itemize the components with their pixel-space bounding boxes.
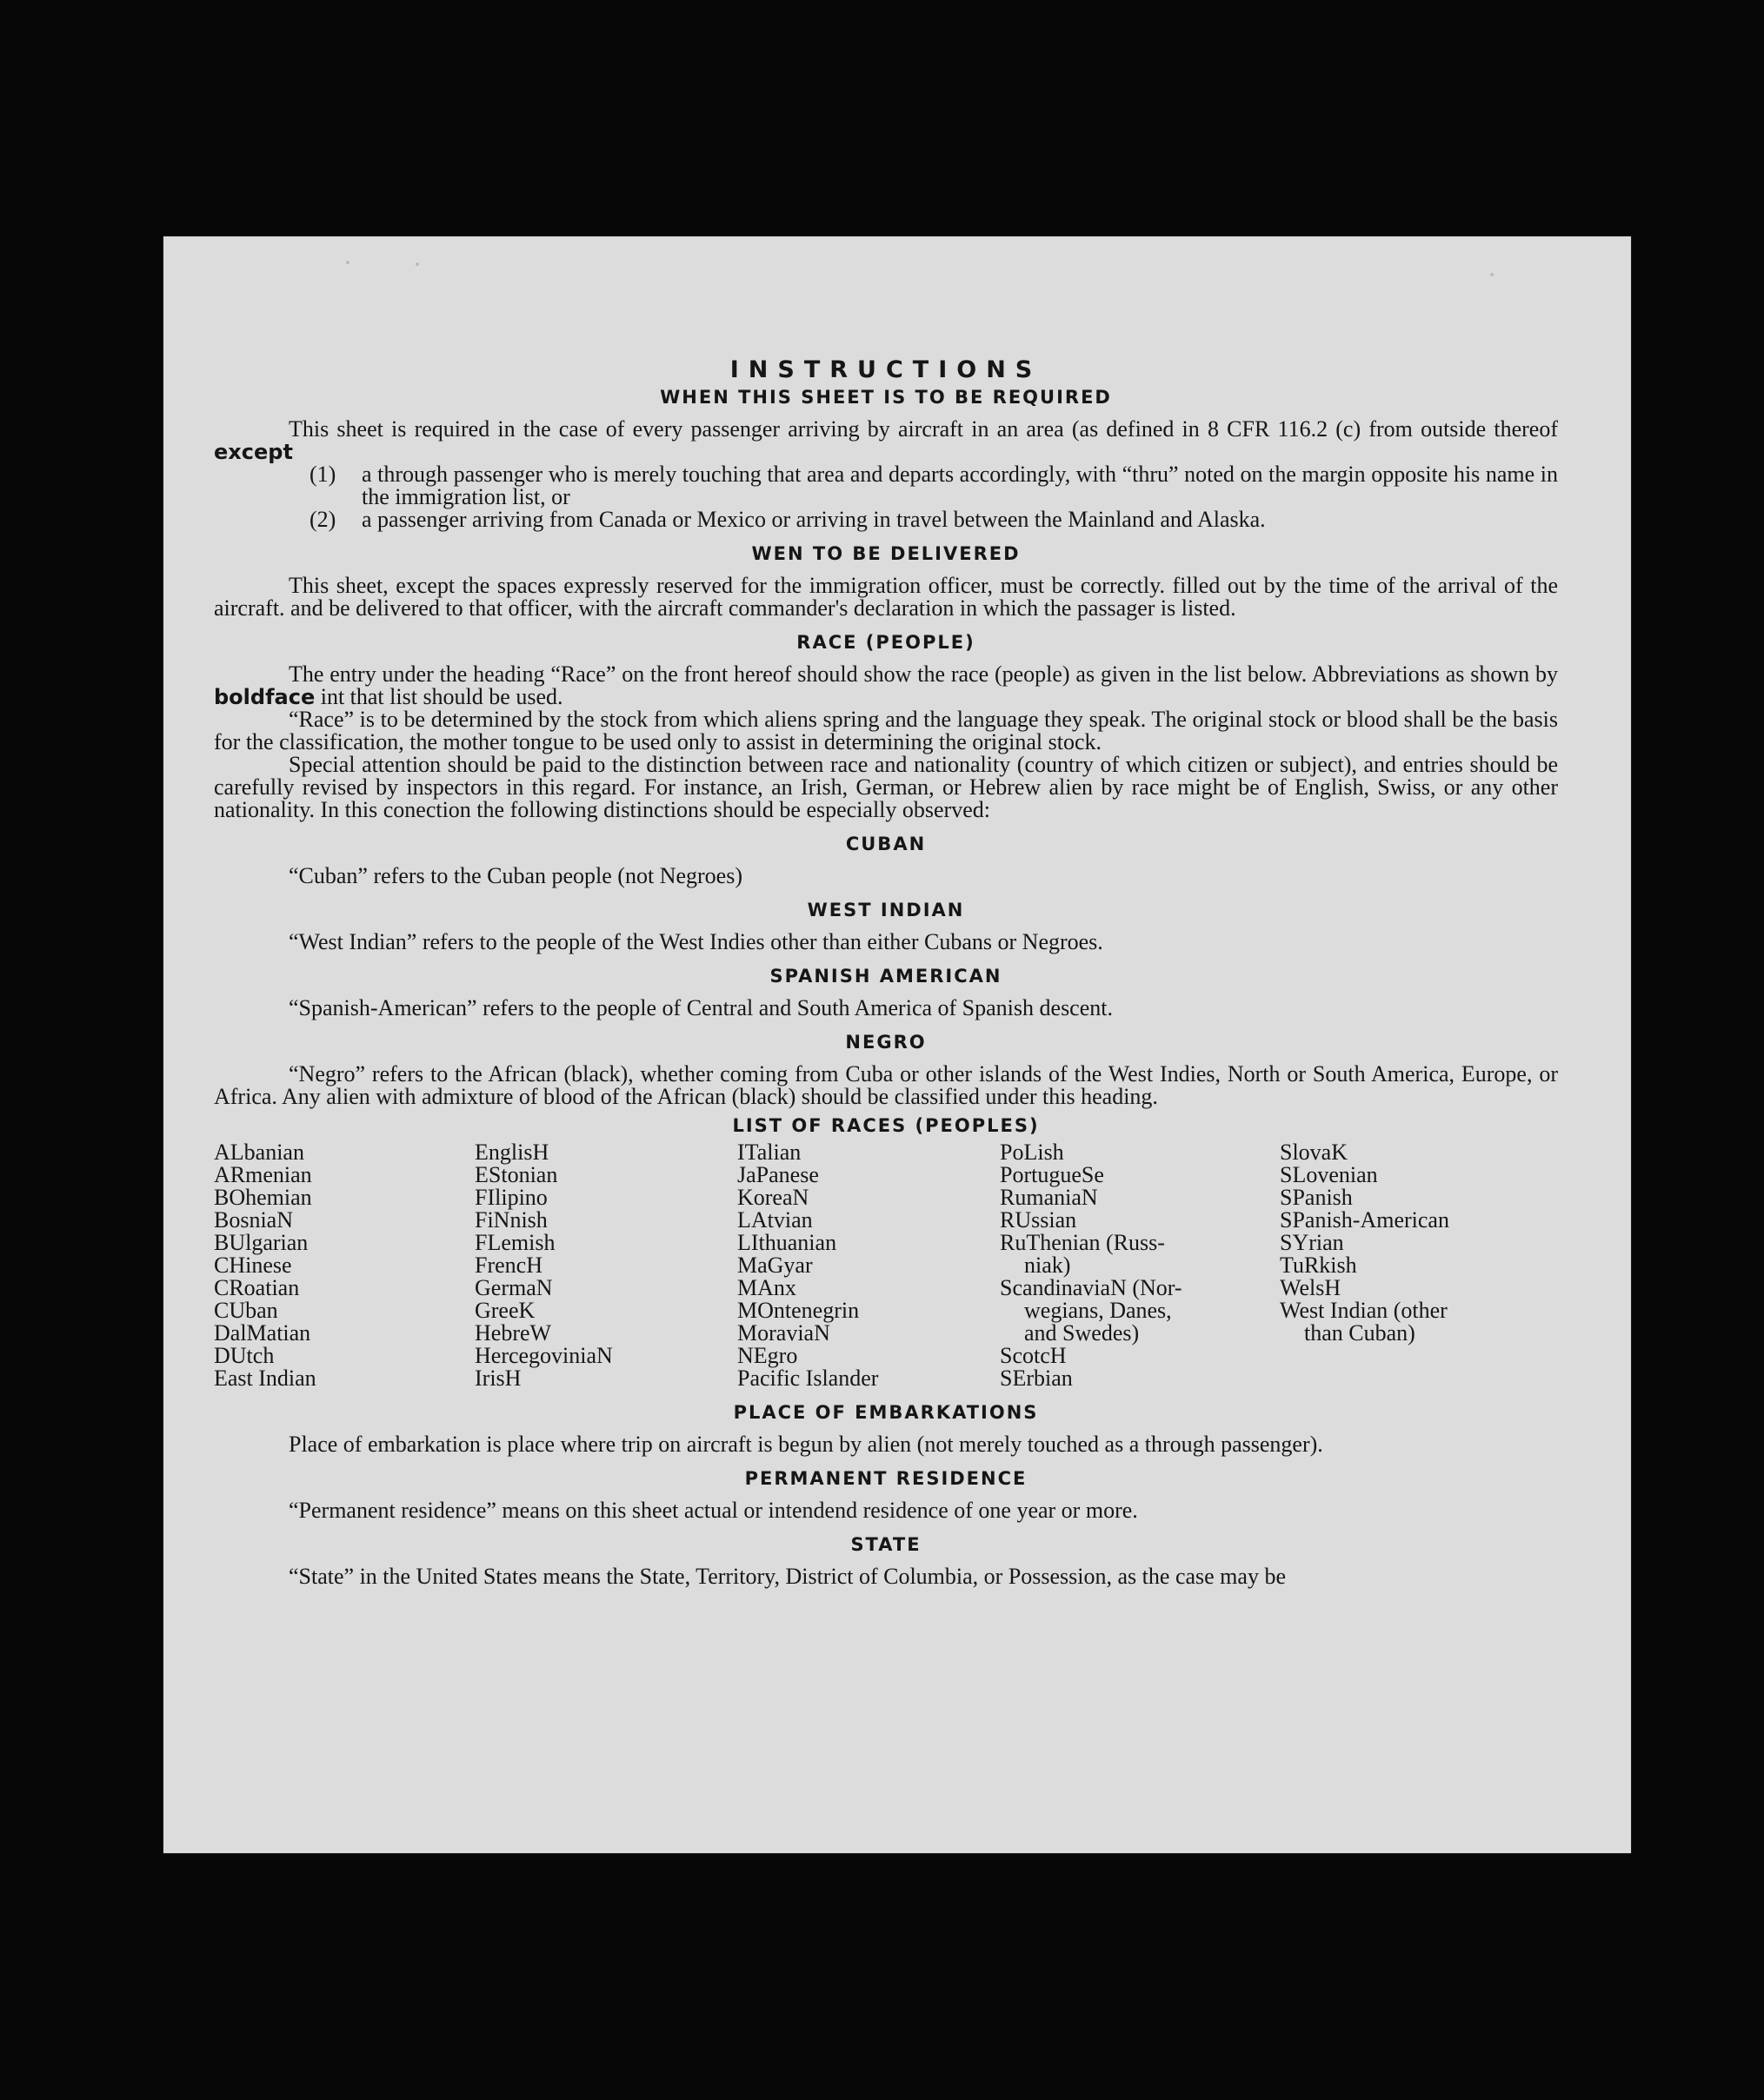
race-entry: Pacific Islander	[737, 1366, 879, 1391]
document-content	[214, 356, 1558, 1588]
race-entry: IrisH	[475, 1366, 522, 1391]
heading-race: RACE (PEOPLE)	[796, 632, 975, 653]
race-entry: RUssian	[1000, 1207, 1077, 1233]
race-entry: RumaniaN	[1000, 1185, 1098, 1210]
race-entry: JaPanese	[737, 1162, 819, 1187]
race-entry: MOntenegrin	[737, 1298, 860, 1323]
race-entry: GreeK	[475, 1298, 536, 1323]
race-entry: BOhemian	[214, 1185, 312, 1210]
race-entry: CUban	[214, 1298, 278, 1323]
list-item	[214, 463, 1558, 508]
race-entry-continuation: than Cuban)	[1304, 1320, 1415, 1346]
race-entry-continuation: and Swedes)	[1024, 1320, 1140, 1346]
document-sheet	[163, 236, 1631, 1853]
race-entry: MoraviaN	[737, 1320, 830, 1346]
race-entry: CHinese	[214, 1253, 292, 1278]
race-paragraph-2: “Race” is to be determined by the stock from which aliens spring and the language they speak. The original stock or blood shall be the basis for the classification, the mother tongue to be used only to assist in determining the original stock.	[214, 707, 1558, 754]
races-list	[214, 1141, 1558, 1390]
race-entry: WelsH	[1280, 1275, 1341, 1300]
races-column	[214, 1141, 475, 1390]
race-entry: BUlgarian	[214, 1230, 309, 1255]
heading-cuban: CUBAN	[845, 834, 927, 854]
exception-list	[214, 463, 1558, 531]
race-entry: SYrian	[1280, 1230, 1344, 1255]
race-entry: KoreaN	[737, 1185, 809, 1210]
race-entry: SPanish-American	[1280, 1207, 1449, 1233]
race-entry: ScotcH	[1000, 1343, 1067, 1368]
race-entry: MAnx	[737, 1275, 796, 1300]
race-entry: ALbanian	[214, 1140, 304, 1165]
heading-state: STATE	[850, 1534, 922, 1555]
race-entry: East Indian	[214, 1366, 316, 1391]
list-item	[214, 508, 1558, 531]
race-entry: SErbian	[1000, 1366, 1073, 1391]
heading-negro: NEGRO	[845, 1032, 927, 1053]
race-paragraph-3: Special attention should be paid to the distinction between race and nationality (country of which citizen or subject), and entries should be carefully revised by inspectors in this regard. For instance, an Irish, German, or Hebrew alien by race might be of English, Swiss, or any other nationality. In this conection the following distinctions should be especially observed:	[214, 752, 1558, 822]
heading-west-indian: WEST INDIAN	[807, 900, 965, 920]
races-column	[1000, 1141, 1280, 1390]
race-entry-continuation: wegians, Danes,	[1024, 1298, 1172, 1323]
race-entry: FiNnish	[475, 1207, 548, 1233]
when-required-intro-text: This sheet is required in the case of every passenger arriving by aircraft in an area (as defined in 8 CFR 116.2 (c) from outside thereof	[289, 416, 1558, 442]
spanish-american-text: “Spanish-American” refers to the people of Central and South America of Spanish descent.	[289, 995, 1113, 1020]
heading-spanish-american: SPANISH AMERICAN	[769, 966, 1002, 987]
race-entry: SLovenian	[1280, 1162, 1378, 1187]
race-entry: SPanish	[1280, 1185, 1353, 1210]
except-bold: except	[214, 440, 293, 464]
race-paragraph-1	[214, 663, 1558, 708]
race-entry: NEgro	[737, 1343, 798, 1368]
when-required-intro	[214, 418, 1558, 463]
state-text: “State” in the United States means the State, Territory, District of Columbia, or Possession, as the case may be	[289, 1564, 1286, 1589]
race-entry: TuRkish	[1280, 1253, 1357, 1278]
race-entry: RuThenian (Russ-	[1000, 1230, 1165, 1255]
heading-when-delivered: WEN TO BE DELIVERED	[751, 543, 1021, 564]
race-entry: PoLish	[1000, 1140, 1064, 1165]
negro-text: “Negro” refers to the African (black), whether coming from Cuba or other islands of the West Indies, North or South America, Europe, or Africa. Any alien with admixture of blood of the African (black) should be classified under this heading.	[214, 1061, 1558, 1109]
race-p1-after: int that list should be used.	[320, 684, 563, 709]
race-entry: LAtvian	[737, 1207, 813, 1233]
dust-speck	[1490, 273, 1494, 276]
permanent-residence-text: “Permanent residence” means on this sheet actual or intendend residence of one year or more.	[289, 1498, 1138, 1523]
race-p1-before: The entry under the heading “Race” on the front hereof should show the race (people) as given in the list below. Abbreviations as shown by	[289, 661, 1558, 687]
race-entry: CRoatian	[214, 1275, 300, 1300]
heading-list-of-races: LIST OF RACES (PEOPLES)	[732, 1115, 1040, 1136]
dust-speck	[416, 262, 419, 266]
race-entry: West Indian (other	[1280, 1298, 1448, 1323]
heading-when-required: WHEN THIS SHEET IS TO BE REQUIRED	[660, 387, 1112, 408]
item-text: a through passenger who is merely touching that area and departs accordingly, with “thru” noted on the margin opposite his name in the immigration list, or	[362, 462, 1558, 509]
races-column	[475, 1141, 737, 1390]
race-entry: LIthuanian	[737, 1230, 837, 1255]
cuban-text: “Cuban” refers to the Cuban people (not Negroes)	[289, 863, 742, 888]
heading-permanent-residence: PERMANENT RESIDENCE	[744, 1468, 1028, 1489]
race-entry: MaGyar	[737, 1253, 813, 1278]
race-entry: DUtch	[214, 1343, 275, 1368]
dust-speck	[346, 261, 349, 264]
race-entry-continuation: niak)	[1024, 1253, 1071, 1278]
race-entry: HercegoviniaN	[475, 1343, 613, 1368]
race-entry: HebreW	[475, 1320, 552, 1346]
race-entry: ScandinaviaN (Nor-	[1000, 1275, 1182, 1300]
item-number: (2)	[310, 507, 336, 532]
race-entry: FLemish	[475, 1230, 556, 1255]
boldface-bold: boldface	[214, 685, 316, 709]
item-number: (1)	[310, 462, 336, 487]
race-entry: ITalian	[737, 1140, 802, 1165]
race-entry: DalMatian	[214, 1320, 311, 1346]
heading-embarkation: PLACE OF EMBARKATIONS	[733, 1402, 1039, 1423]
race-entry: ARmenian	[214, 1162, 312, 1187]
race-entry: SlovaK	[1280, 1140, 1348, 1165]
item-text: a passenger arriving from Canada or Mexico or arriving in travel between the Mainland and Alaska.	[362, 507, 1266, 532]
race-entry: BosniaN	[214, 1207, 293, 1233]
embarkation-text: Place of embarkation is place where trip on aircraft is begun by alien (not merely touched as a through passenger).	[289, 1432, 1323, 1457]
races-column	[737, 1141, 1000, 1390]
race-entry: GermaN	[475, 1275, 553, 1300]
races-column	[1280, 1141, 1541, 1390]
west-indian-text: “West Indian” refers to the people of the West Indies other than either Cubans or Negroes.	[289, 929, 1103, 954]
page-title: INSTRUCTIONS	[729, 356, 1042, 383]
race-entry: FrencH	[475, 1253, 543, 1278]
race-entry: EStonian	[475, 1162, 558, 1187]
race-entry: FIlipino	[475, 1185, 548, 1210]
race-entry: PortugueSe	[1000, 1162, 1104, 1187]
race-entry: EnglisH	[475, 1140, 549, 1165]
when-delivered-text: This sheet, except the spaces expressly reserved for the immigration officer, must be correctly. filled out by the time of the arrival of the aircraft. and be delivered to that officer, with the aircraft commander's declaration in which the passager is listed.	[214, 573, 1558, 621]
